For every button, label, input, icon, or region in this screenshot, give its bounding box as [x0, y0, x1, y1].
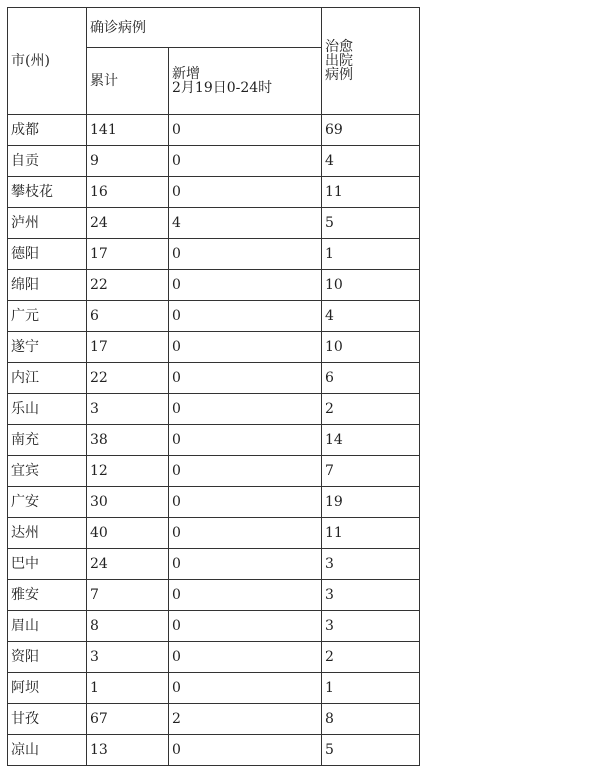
- total-cell: 67: [87, 704, 169, 735]
- header-row-1: [8, 8, 420, 48]
- total-cell: 24: [87, 208, 169, 239]
- table-row: [8, 146, 420, 177]
- covid-cases-table: [7, 7, 420, 766]
- new-cell: 0: [169, 301, 322, 332]
- cured-cell: 11: [322, 177, 420, 208]
- cured-cell: 10: [322, 332, 420, 363]
- cured-cell: 3: [322, 549, 420, 580]
- new-cell: 0: [169, 270, 322, 301]
- city-cell: 泸州: [8, 208, 87, 239]
- city-cell: 自贡: [8, 146, 87, 177]
- table-row: [8, 704, 420, 735]
- city-cell: 德阳: [8, 239, 87, 270]
- total-cell: 13: [87, 735, 169, 766]
- new-cell: 0: [169, 580, 322, 611]
- city-cell: 阿坝: [8, 673, 87, 704]
- city-cell: 达州: [8, 518, 87, 549]
- city-cell: 内江: [8, 363, 87, 394]
- new-cell: 0: [169, 518, 322, 549]
- table-row: [8, 270, 420, 301]
- city-cell: 眉山: [8, 611, 87, 642]
- new-cell: 0: [169, 146, 322, 177]
- city-cell: 宜宾: [8, 456, 87, 487]
- new-cell: 0: [169, 177, 322, 208]
- table-row: [8, 394, 420, 425]
- new-cell: 0: [169, 363, 322, 394]
- city-cell: 巴中: [8, 549, 87, 580]
- cured-cell: 8: [322, 704, 420, 735]
- cured-cell: 11: [322, 518, 420, 549]
- table-row: [8, 301, 420, 332]
- total-cell: 3: [87, 642, 169, 673]
- new-cell: 0: [169, 642, 322, 673]
- table-row: [8, 642, 420, 673]
- table-row: [8, 425, 420, 456]
- new-cell: 0: [169, 611, 322, 642]
- total-cell: 17: [87, 239, 169, 270]
- new-cell: 0: [169, 394, 322, 425]
- new-cell: 0: [169, 239, 322, 270]
- city-column-header: 市(州): [8, 8, 87, 115]
- new-cell: 0: [169, 673, 322, 704]
- new-header-date: 2月19日0-24时: [172, 80, 273, 96]
- city-cell: 乐山: [8, 394, 87, 425]
- cured-cell: 4: [322, 146, 420, 177]
- cured-cell: 3: [322, 611, 420, 642]
- cured-cell: 7: [322, 456, 420, 487]
- total-cell: 17: [87, 332, 169, 363]
- table-row: [8, 735, 420, 766]
- total-cell: 40: [87, 518, 169, 549]
- total-cell: 30: [87, 487, 169, 518]
- cured-cell: 5: [322, 208, 420, 239]
- city-cell: 凉山: [8, 735, 87, 766]
- city-cell: 资阳: [8, 642, 87, 673]
- table-row: [8, 611, 420, 642]
- total-cell: 22: [87, 270, 169, 301]
- cured-cell: 1: [322, 673, 420, 704]
- total-cell: 8: [87, 611, 169, 642]
- new-header-title: 新增: [172, 66, 200, 82]
- confirmed-column-header: 确诊病例: [87, 8, 322, 48]
- total-cell: 9: [87, 146, 169, 177]
- total-cell: 3: [87, 394, 169, 425]
- table-row: [8, 239, 420, 270]
- new-cell: 0: [169, 425, 322, 456]
- cured-header-line2: 出院: [325, 53, 353, 69]
- new-cell: 0: [169, 549, 322, 580]
- total-cell: 6: [87, 301, 169, 332]
- cured-cell: 69: [322, 115, 420, 146]
- cured-cell: 2: [322, 642, 420, 673]
- table-row: [8, 549, 420, 580]
- new-cell: 0: [169, 487, 322, 518]
- total-cell: 16: [87, 177, 169, 208]
- total-cell: 38: [87, 425, 169, 456]
- total-cell: 22: [87, 363, 169, 394]
- new-cell: 4: [169, 208, 322, 239]
- cured-cell: 5: [322, 735, 420, 766]
- city-cell: 广元: [8, 301, 87, 332]
- table-row: [8, 115, 420, 146]
- city-cell: 成都: [8, 115, 87, 146]
- cured-column-header: [322, 8, 420, 115]
- total-cell: 1: [87, 673, 169, 704]
- cured-header-line1: 治愈: [325, 39, 353, 55]
- table-row: [8, 332, 420, 363]
- table-row: [8, 518, 420, 549]
- city-cell: 绵阳: [8, 270, 87, 301]
- new-cell: 0: [169, 115, 322, 146]
- cured-cell: 2: [322, 394, 420, 425]
- new-column-header: [169, 48, 322, 115]
- city-cell: 甘孜: [8, 704, 87, 735]
- total-cell: 12: [87, 456, 169, 487]
- table-row: [8, 487, 420, 518]
- city-cell: 南充: [8, 425, 87, 456]
- cured-cell: 6: [322, 363, 420, 394]
- table-row: [8, 177, 420, 208]
- city-cell: 雅安: [8, 580, 87, 611]
- new-cell: 2: [169, 704, 322, 735]
- table-row: [8, 208, 420, 239]
- table-row: [8, 580, 420, 611]
- cured-cell: 14: [322, 425, 420, 456]
- total-cell: 141: [87, 115, 169, 146]
- table-row: [8, 673, 420, 704]
- cured-cell: 3: [322, 580, 420, 611]
- table-row: [8, 456, 420, 487]
- cured-cell: 4: [322, 301, 420, 332]
- cured-cell: 10: [322, 270, 420, 301]
- cured-cell: 1: [322, 239, 420, 270]
- new-cell: 0: [169, 332, 322, 363]
- total-cell: 24: [87, 549, 169, 580]
- cured-cell: 19: [322, 487, 420, 518]
- cumulative-column-header: 累计: [87, 48, 169, 115]
- city-cell: 遂宁: [8, 332, 87, 363]
- new-cell: 0: [169, 735, 322, 766]
- cured-header-line3: 病例: [325, 67, 353, 83]
- new-cell: 0: [169, 456, 322, 487]
- city-cell: 攀枝花: [8, 177, 87, 208]
- table-row: [8, 363, 420, 394]
- total-cell: 7: [87, 580, 169, 611]
- city-cell: 广安: [8, 487, 87, 518]
